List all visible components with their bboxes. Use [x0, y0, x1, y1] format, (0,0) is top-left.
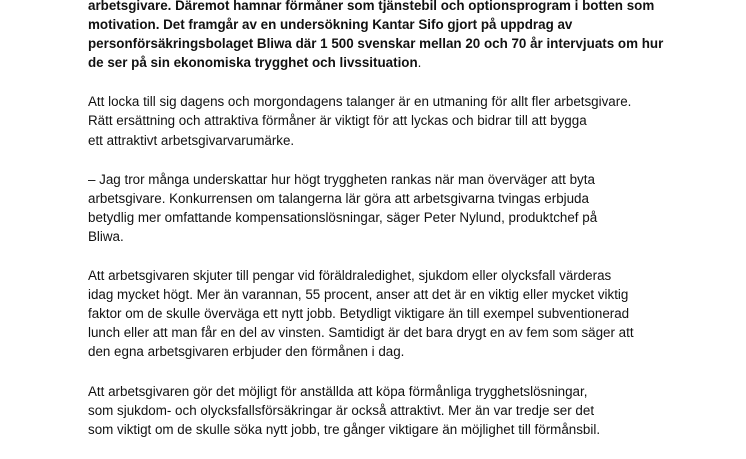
- text-line: idag mycket högt. Mer än varannan, 55 procent, anser att det är en viktig eller mycket viktig: [88, 287, 629, 303]
- paragraph-benefits: [88, 266, 718, 361]
- paragraph-talent: [88, 92, 718, 149]
- document-page: [88, 0, 718, 459]
- text-line-end-punct: .: [417, 55, 422, 71]
- text-line: betydlig mer omfattande kompensationslösningar, säger Peter Nylund, produktchef på: [88, 209, 598, 225]
- intro-paragraph: [88, 0, 718, 72]
- text-line: arbetsgivare. Konkurrensen om talangerna lär göra att arbetsgivarna tvingas erbjuda: [88, 190, 589, 206]
- text-line: faktor om de skulle överväga ett nytt jobb. Betydligt viktigare än till exempel subventionerad: [88, 306, 630, 322]
- text-line: som sjukdom- och olycksfallsförsäkringar är också attraktivt. Mer än var tredje ser det: [88, 402, 595, 418]
- text-line: Att locka till sig dagens och morgondagens talanger är en utmaning för allt fler arbetsgivare.: [88, 94, 632, 110]
- text-line: den egna arbetsgivaren erbjuder den förmånen i dag.: [88, 344, 405, 360]
- text-line: lunch eller att man får en del av vinsten. Samtidigt är det bara drygt en av fem som säger att: [88, 325, 634, 341]
- paragraph-insurance: [88, 382, 718, 439]
- text-line: som viktigt om de skulle söka nytt jobb, tre gånger viktigare än möjlighet till förmånsbil.: [88, 421, 601, 437]
- text-line: [88, 53, 718, 72]
- text-line: Att arbetsgivaren skjuter till pengar vid föräldraledighet, sjukdom eller olycksfall värderas: [88, 268, 612, 284]
- text-line: ett attraktivt arbetsgivarvarumärke.: [88, 132, 295, 148]
- text-line: – Jag tror många underskattar hur högt tryggheten rankas när man överväger att byta: [88, 171, 595, 187]
- text-line: Bliwa.: [88, 228, 124, 244]
- text-line: Att arbetsgivaren gör det möjligt för anställda att köpa förmånliga trygghetslösningar,: [88, 383, 588, 399]
- text-line: motivation. Det framgår av en undersökning Kantar Sifo gjort på uppdrag av: [88, 17, 573, 33]
- text-line: arbetsgivare. Däremot hamnar förmåner som tjänstebil och optionsprogram i botten som: [88, 0, 655, 13]
- paragraph-quote: [88, 170, 718, 246]
- text-line-bold-part: de ser på sin ekonomiska trygghet och livssituation: [88, 55, 418, 71]
- text-line: Rätt ersättning och attraktiva förmåner är viktigt för att lyckas och bidrar till att bygga: [88, 113, 587, 129]
- text-line: personförsäkringsbolaget Bliwa där 1 500 svenskar mellan 20 och 70 år intervjuats om hur: [88, 36, 664, 52]
